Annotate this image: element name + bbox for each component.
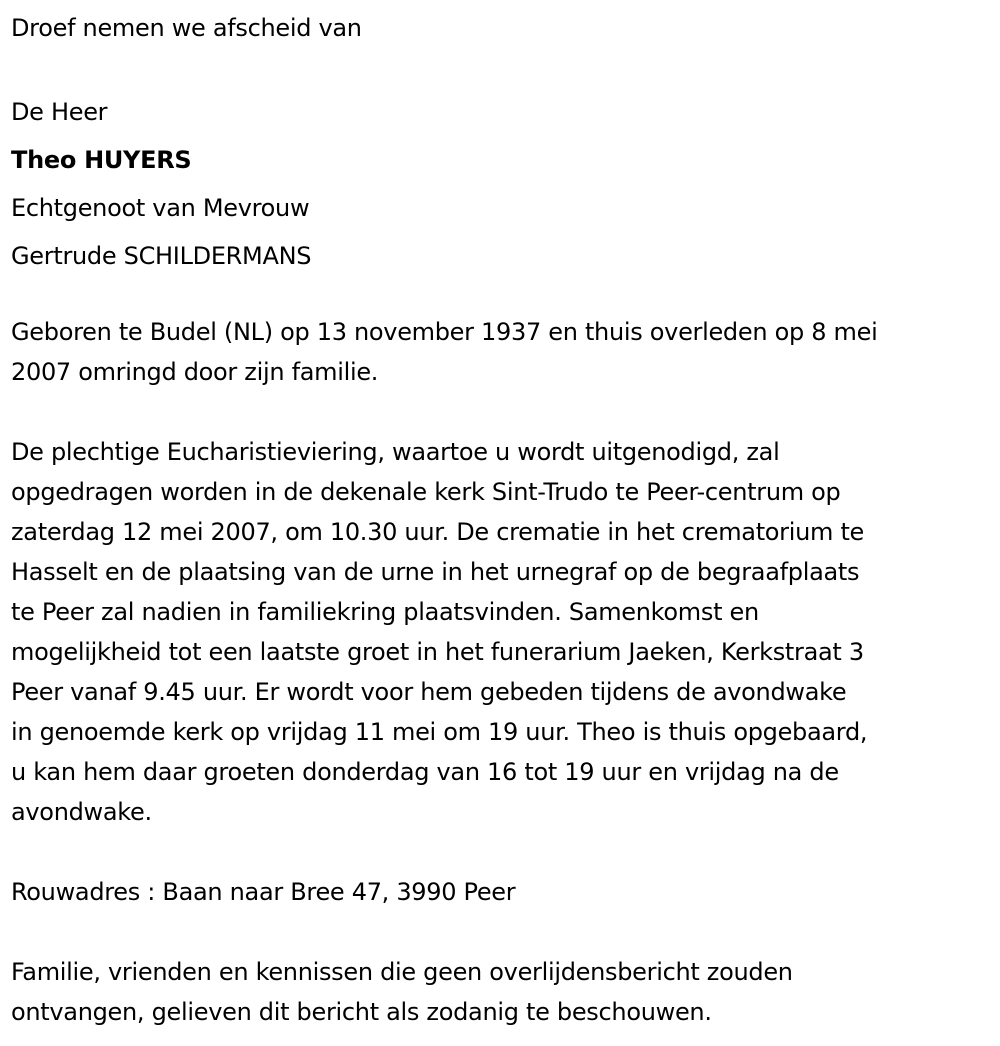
paragraph-line: te Peer zal nadien in familiekring plaatsvinden. Samenkomst en	[11, 598, 759, 626]
paragraph-line: zaterdag 12 mei 2007, om 10.30 uur. De crematie in het crematorium te	[11, 518, 865, 546]
paragraph-line: in genoemde kerk op vrijdag 11 mei om 19 uur. Theo is thuis opgebaard,	[11, 718, 868, 746]
closing-paragraph	[11, 952, 995, 1032]
paragraph-line: u kan hem daar groeten donderdag van 16 tot 19 uur en vrijdag na de	[11, 758, 839, 786]
spouse-line-1: Echtgenoot van Mevrouw	[11, 194, 310, 222]
deceased-name: Theo HUYERS	[11, 146, 192, 174]
intro-text: Droef nemen we afscheid van	[11, 14, 362, 42]
honorific: De Heer	[11, 98, 108, 126]
paragraph-line: mogelijkheid tot een laatste groet in het funerarium Jaeken, Kerkstraat 3	[11, 638, 864, 666]
paragraph-line: Familie, vrienden en kennissen die geen overlijdensbericht zouden	[11, 958, 793, 986]
address-paragraph	[11, 872, 995, 912]
paragraph-line: Geboren te Budel (NL) op 13 november 1937 en thuis overleden op 8 mei	[11, 318, 878, 346]
mourning-address: Rouwadres : Baan naar Bree 47, 3990 Peer	[11, 878, 516, 906]
paragraph-line: opgedragen worden in de dekenale kerk Sint-Trudo te Peer-centrum op	[11, 478, 841, 506]
paragraph-line: De plechtige Eucharistieviering, waartoe u wordt uitgenodigd, zal	[11, 438, 780, 466]
paragraph-line: 2007 omringd door zijn familie.	[11, 358, 379, 386]
birth-death-paragraph	[11, 312, 995, 392]
paragraph-line: Hasselt en de plaatsing van de urne in het urnegraf op de begraafplaats	[11, 558, 860, 586]
ceremony-paragraph	[11, 432, 995, 832]
paragraph-line: ontvangen, gelieven dit bericht als zodanig te beschouwen.	[11, 998, 712, 1026]
paragraph-line: avondwake.	[11, 798, 152, 826]
obituary-notice	[11, 8, 995, 1032]
paragraph-line: Peer vanaf 9.45 uur. Er wordt voor hem gebeden tijdens de avondwake	[11, 678, 847, 706]
spouse-line-2: Gertrude SCHILDERMANS	[11, 242, 312, 270]
deceased-block	[11, 88, 995, 280]
